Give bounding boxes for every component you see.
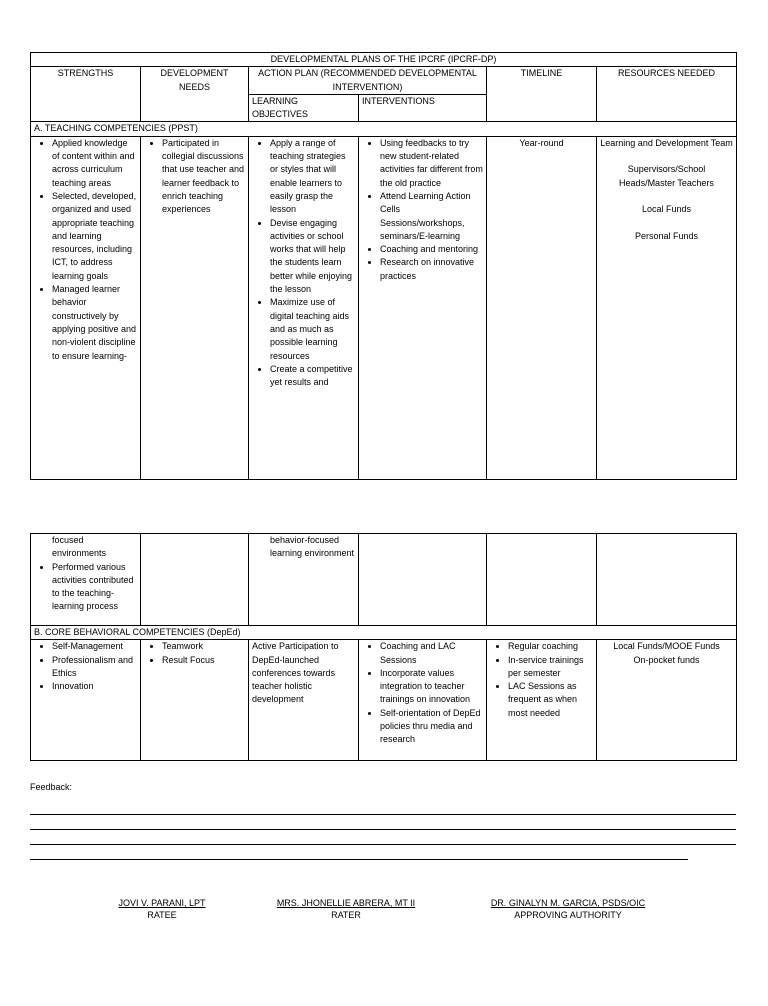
feedback-line <box>30 859 688 860</box>
list-item: • Managed learner behavior constructively by applying positive and non-violent discipline to ensure learning- <box>52 283 137 363</box>
feedback-line <box>30 844 736 845</box>
section-a-learning-objectives-continued <box>249 534 359 626</box>
list-item: • Attend Learning Action Cells Sessions/workshops, seminars/E-learning <box>380 190 483 243</box>
list-item: • Incorporate values integration to teacher trainings on innovation <box>380 667 483 707</box>
feedback-line <box>30 814 736 815</box>
list-item: • Applied knowledge of content within and across curriculum teaching areas <box>52 137 137 190</box>
signatory-name: DR. GINALYN M. GARCIA, PSDS/OIC <box>490 898 646 908</box>
empty-cell <box>359 534 487 626</box>
section-a-resources: Learning and Development Team Supervisors/School Heads/Master Teachers Local Funds Personal Funds <box>597 136 737 479</box>
section-a-strengths <box>31 136 141 479</box>
signatory-role: RATER <box>331 910 361 920</box>
signatory-name: JOVI V. PARANI, LPT <box>118 898 206 908</box>
header-learning-objectives: LEARNING OBJECTIVES <box>249 94 359 122</box>
list-item: • Using feedbacks to try new student-related activities far different from the old practice <box>380 137 483 190</box>
section-a-label: A. TEACHING COMPETENCIES (PPST) <box>31 122 737 136</box>
signatory-role: RATEE <box>147 910 177 920</box>
section-a-development-needs <box>141 136 249 479</box>
empty-cell <box>487 534 597 626</box>
list-item: • Coaching and mentoring <box>380 243 483 256</box>
list-item: • Coaching and LAC Sessions <box>380 640 483 667</box>
feedback-label: Feedback: <box>30 782 73 792</box>
header-interventions: INTERVENTIONS <box>359 94 487 122</box>
signatory-rater <box>268 897 424 921</box>
list-item: • Self-Management <box>52 640 137 653</box>
section-a-learning-objectives <box>249 136 359 479</box>
list-item: • Create a competitive yet results and <box>270 363 355 390</box>
list-item: behavior-focused learning environment <box>270 535 355 559</box>
list-item: • Apply a range of teaching strategies or styles that will enable learners to easily grasp the lesson <box>270 137 355 217</box>
table-title: DEVELOPMENTAL PLANS OF THE IPCRF (IPCRF-DP) <box>31 53 737 67</box>
section-b-strengths <box>31 640 141 761</box>
list-item: • Self-orientation of DepEd policies thru media and research <box>380 707 483 747</box>
section-b-interventions <box>359 640 487 761</box>
list-item: • Selected, developed, organized and used appropriate teaching and learning resources, including ICT, to address learning goals <box>52 190 137 283</box>
list-item: • Innovation <box>52 680 137 693</box>
signatory-name: MRS. JHONELLIE ABRERA, MT II <box>276 898 416 908</box>
header-development-needs: DEVELOPMENT NEEDS <box>141 67 249 122</box>
signatory-ratee <box>100 897 224 921</box>
list-item: • Devise engaging activities or school works that will help the students learn better while enjoying the lesson <box>270 217 355 297</box>
list-item: • Regular coaching <box>508 640 593 653</box>
feedback-line <box>30 829 736 830</box>
section-b-learning-objectives: Active Participation to DepEd-launched conferences towards teacher holistic development <box>249 640 359 761</box>
header-timeline: TIMELINE <box>487 67 597 122</box>
list-item: • Professionalism and Ethics <box>52 654 137 681</box>
list-item: • Research on innovative practices <box>380 256 483 283</box>
empty-cell <box>141 534 249 626</box>
list-item: focused environments <box>52 535 107 559</box>
list-item: • Result Focus <box>162 654 245 667</box>
header-strengths: STRENGTHS <box>31 67 141 122</box>
section-b-development-needs <box>141 640 249 761</box>
section-a-timeline: Year-round <box>487 136 597 479</box>
list-item: • Participated in collegial discussions that use teacher and learner feedback to enrich teaching experiences <box>162 137 245 217</box>
header-action-plan: ACTION PLAN (RECOMMENDED DEVELOPMENTAL INTERVENTION) <box>249 67 487 95</box>
signatory-role: APPROVING AUTHORITY <box>514 910 622 920</box>
empty-cell <box>597 534 737 626</box>
list-item: • Performed various activities contributed to the teaching-learning process <box>52 561 137 614</box>
header-resources: RESOURCES NEEDED <box>597 67 737 122</box>
ipcrf-dp-table-page1 <box>30 52 737 480</box>
list-item: • Maximize use of digital teaching aids and as much as possible learning resources <box>270 296 355 362</box>
list-item: • In-service trainings per semester <box>508 654 593 681</box>
signatory-approving-authority <box>478 897 658 921</box>
list-item: • Teamwork <box>162 640 245 653</box>
ipcrf-dp-table-page2 <box>30 533 737 761</box>
section-b-timeline <box>487 640 597 761</box>
list-item: • LAC Sessions as frequent as when most needed <box>508 680 593 720</box>
section-b-resources: Local Funds/MOOE Funds On-pocket funds <box>597 640 737 761</box>
section-a-interventions <box>359 136 487 479</box>
section-a-strengths-continued <box>31 534 141 626</box>
section-b-label: B. CORE BEHAVIORAL COMPETENCIES (DepEd) <box>31 626 737 640</box>
